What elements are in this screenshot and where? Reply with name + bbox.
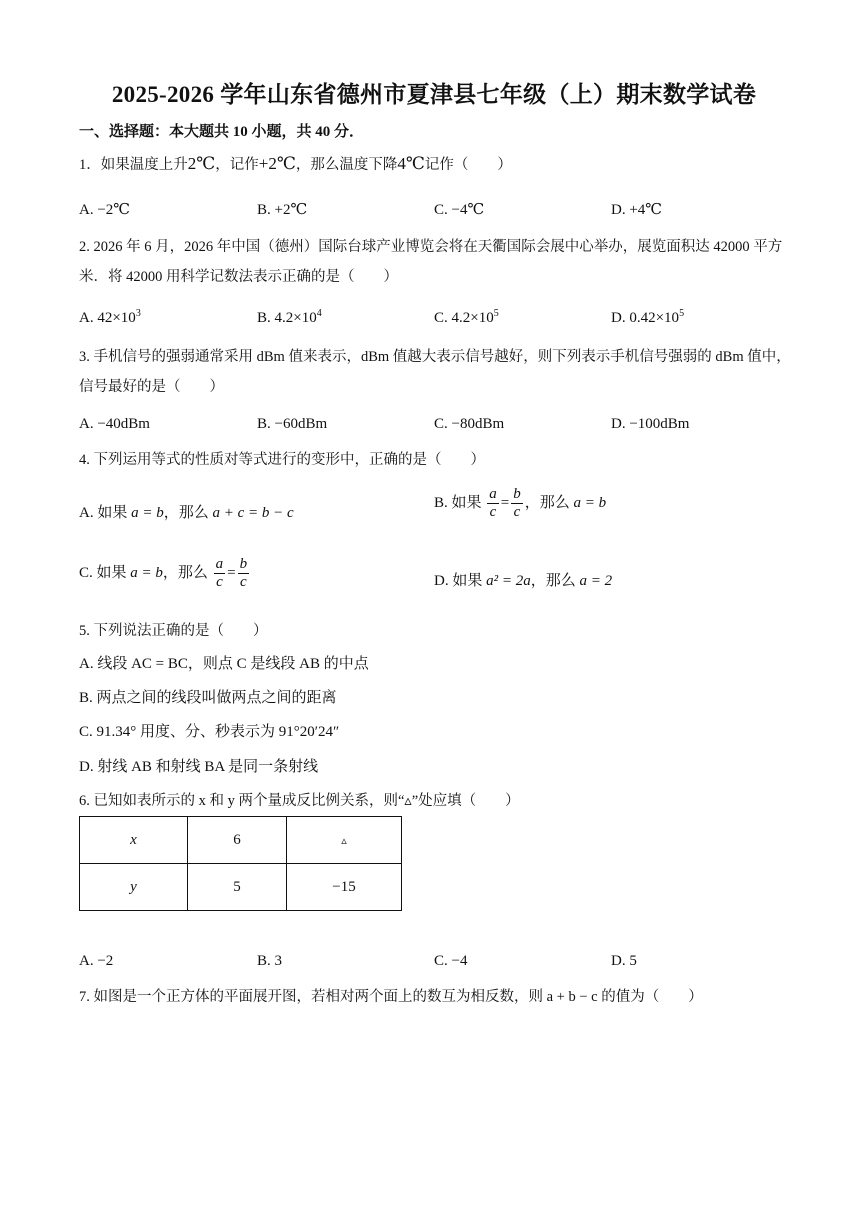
q5-option-b: B. 两点之间的线段叫做两点之间的距离 xyxy=(79,690,337,706)
q3-option-c: C. −80dBm xyxy=(434,416,505,432)
q5-option-d: D. 射线 AB 和射线 BA 是同一条射线 xyxy=(79,759,319,775)
q2-option-b: B. $4.2\times 10^4$ xyxy=(257,308,322,326)
table-cell: 5 xyxy=(188,864,287,911)
question-3: 3. 手机信号的强弱通常采用 dBm 值来表示，dBm 值越大表示信号越好，则下列表示手机信号强弱的 dBm 值中，信号最好的是（ ） xyxy=(79,349,791,395)
exam-title: 2025-2026 学年山东省德州市夏津县七年级（上）期末数学试卷 xyxy=(111,82,757,107)
q4-option-d: D. 如果 a² = 2a，那么 a = 2 xyxy=(434,573,613,589)
question-1 xyxy=(79,154,512,175)
table-cell: 6 xyxy=(188,817,287,864)
data-table xyxy=(79,816,402,911)
question-7: 7. 如图是一个正方体的平面展开图，若相对两个面上的数互为相反数，则 a + b − c 的值为（ ） xyxy=(79,989,703,1005)
q5-option-c: C. 91.34° 用度、分、秒表示为 91°20′24″ xyxy=(79,724,340,740)
q5-option-a: A. 线段 AC = BC，则点 C 是线段 AB 的中点 xyxy=(79,656,369,672)
section-heading: 一、选择题：本大题共 10 小题，共 40 分． xyxy=(79,124,365,140)
table-cell-triangle: ▵ xyxy=(287,817,402,864)
table-cell: −15 xyxy=(287,864,402,911)
q1-text-2: ，记作 xyxy=(215,157,259,173)
q2-option-a: A. $42\times 10^3$ xyxy=(79,308,141,326)
q4-option-b: B. 如果 $\frac{a}{c}$ = $\frac{b}{c}$ ，那么 a = b xyxy=(434,486,607,520)
q6-option-b: B. 3 xyxy=(257,953,283,969)
q1-option-c: C. −4℃ xyxy=(434,202,485,218)
table-row xyxy=(80,864,402,911)
question-2: 2. 2026 年 6 月，2026 年中国（德州）国际台球产业博览会将在天衢国际会展中心举办，展览面积达 42000 平方米．将 42000 用科学记数法表示正确的是（ ） xyxy=(79,239,783,285)
fraction-b-over-c: $\frac{b}{c}$ xyxy=(513,486,521,520)
fraction-a-over-c: $\frac{a}{c}$ xyxy=(215,556,224,590)
q6-option-c: C. −4 xyxy=(434,953,468,969)
q4-option-c: C. 如果 a = b，那么 $\frac{a}{c}$ = $\frac{b}{c}$ xyxy=(79,556,248,590)
q6-option-a: A. −2 xyxy=(79,953,114,969)
q1-option-a: A. −2℃ xyxy=(79,202,131,218)
q4-option-a: A. 如果 a = b，那么 a + c = b − c xyxy=(79,505,294,521)
q1-text-1: 1．如果温度上升 xyxy=(79,157,188,173)
q2-option-c: C. $4.2\times 10^5$ xyxy=(434,308,499,326)
q6-option-d: D. 5 xyxy=(611,953,637,969)
q1-text-3: ，那么温度下降 xyxy=(295,157,398,173)
q1-option-b: B. +2℃ xyxy=(257,202,308,218)
table-cell: y xyxy=(80,864,188,911)
q3-option-d: D. −100dBm xyxy=(611,416,690,432)
q3-option-b: B. −60dBm xyxy=(257,416,328,432)
q3-option-a: A. −40dBm xyxy=(79,416,150,432)
question-4: 4. 下列运用等式的性质对等式进行的变形中，正确的是（ ） xyxy=(79,452,485,468)
q1-value-2: +2℃ xyxy=(258,154,296,173)
q1-value-1: 2℃ xyxy=(187,154,216,173)
fraction-a-over-c: $\frac{a}{c}$ xyxy=(489,486,497,520)
q2-option-d: D. $0.42\times 10^5$ xyxy=(611,308,685,326)
q1-value-3: 4℃ xyxy=(397,154,425,173)
question-6: 6. 已知如表所示的 x 和 y 两个量成反比例关系，则“▵”处应填（ ） xyxy=(79,793,520,809)
question-5: 5. 下列说法正确的是（ ） xyxy=(79,623,268,639)
q1-option-d: D. +4℃ xyxy=(611,202,663,218)
fraction-b-over-c: $\frac{b}{c}$ xyxy=(239,556,248,590)
table-cell: x xyxy=(80,817,188,864)
table-row xyxy=(80,817,402,864)
q1-text-4: 记作（ ） xyxy=(424,157,512,173)
